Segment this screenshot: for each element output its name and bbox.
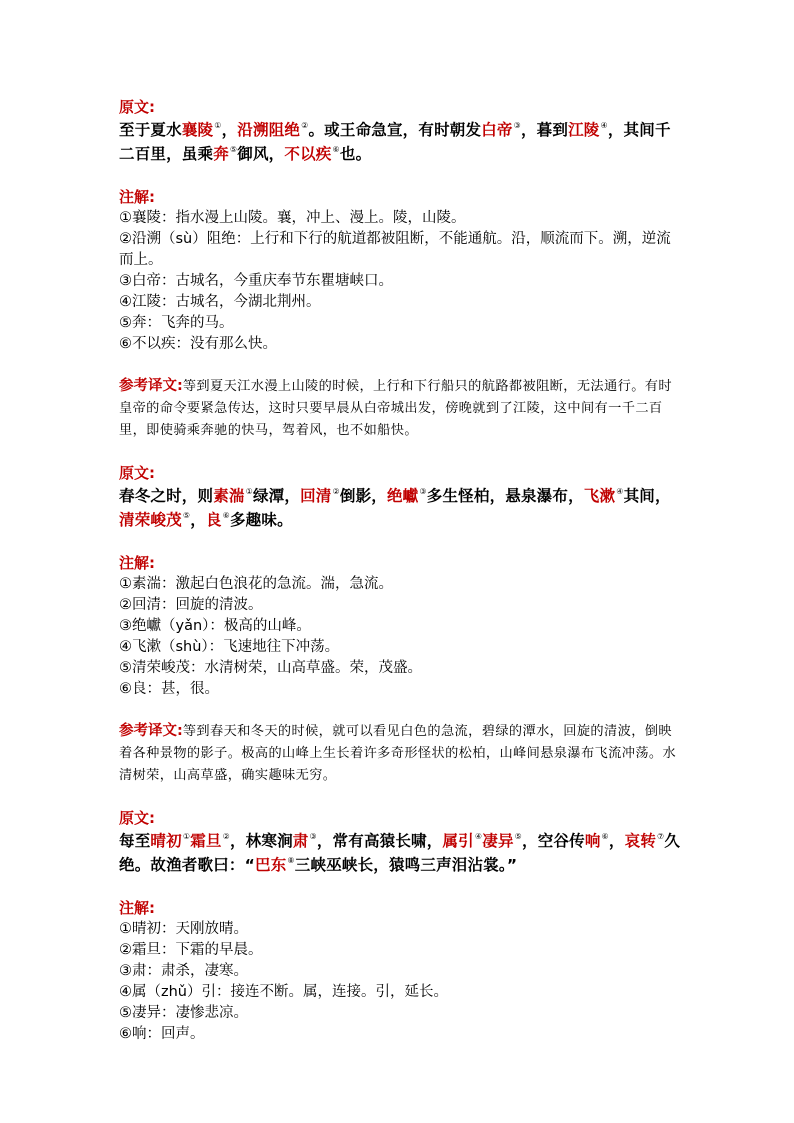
footnote-marker: ⑤ xyxy=(182,511,191,520)
footnote-marker: ⑥ xyxy=(601,832,609,841)
annotated-term: 沿溯阻绝 xyxy=(237,121,301,139)
note-item: ④属（zhǔ）引：接连不断。属，连接。引，延长。 xyxy=(119,984,448,1000)
footnote-marker: ② xyxy=(222,832,230,841)
text-run: 多趣味。 xyxy=(229,511,293,529)
annotated-term: 晴初 xyxy=(150,832,182,850)
text-run: 多生怪柏，悬泉瀑布， xyxy=(426,487,584,505)
note-item: ⑤凄异：凄惨悲凉。 xyxy=(119,1005,248,1021)
text-run: ，其间千二百里，虽乘 xyxy=(119,121,671,163)
text-run: ，林寒涧 xyxy=(229,832,293,850)
annotated-term: 飞漱 xyxy=(583,487,616,505)
annotated-term: 霜旦 xyxy=(190,832,222,850)
footnote-marker: ⑧ xyxy=(287,856,295,865)
note-item: ②霜旦：下霜的早晨。 xyxy=(119,942,263,958)
section-3 xyxy=(119,807,685,1045)
footnote-marker: ② xyxy=(301,121,309,130)
footnote-marker: ⑥ xyxy=(332,145,340,154)
text-run: 其间， xyxy=(623,487,671,505)
text-run: ， xyxy=(190,511,206,529)
note-item: ⑤奔：飞奔的马。 xyxy=(119,315,234,331)
annotated-term: 奔 xyxy=(213,145,229,163)
text-run: 久绝。故渔者歌曰：“ xyxy=(119,832,681,874)
footnote-marker: ③ xyxy=(309,832,317,841)
note-item: ③绝巘（yǎn）：极高的山峰。 xyxy=(119,618,311,634)
footnote-marker: ④ xyxy=(616,487,624,496)
text-run: 三峡巫峡长，猿鸣三声泪沾裳。” xyxy=(294,856,518,874)
text-run: 每至 xyxy=(119,832,151,850)
original-text xyxy=(119,829,685,877)
annotated-term: 清荣峻茂 xyxy=(119,511,182,529)
text-run: ， xyxy=(608,832,625,850)
text-run: ， xyxy=(221,121,238,139)
original-text-heading: 原文: xyxy=(119,98,155,116)
footnote-marker: ① xyxy=(245,487,253,496)
translation-paragraph xyxy=(119,720,685,787)
note-item: ⑥响：回声。 xyxy=(119,1026,205,1042)
annotated-term: 凄异 xyxy=(482,832,514,850)
annotated-term: 哀转 xyxy=(624,832,657,850)
text-run: 绿潭， xyxy=(252,487,301,505)
translation-text: 等到春天和冬天的时候，就可以看见白色的急流，碧绿的潭水，回旋的清波，倒映着各种景物的影子。极高的山峰上生长着许多奇形怪状的松柏，山峰间悬泉瀑布飞流冲荡。水清树荣，山高草盛，确实趣味无穷。 xyxy=(119,724,677,783)
annotated-term: 江陵 xyxy=(568,121,600,139)
text-run: ，常有高猿长啸， xyxy=(316,832,443,850)
annotated-term: 绝巘 xyxy=(386,487,419,505)
annotated-term: 回清 xyxy=(300,487,332,505)
footnote-marker: ① xyxy=(214,121,222,130)
translation-heading: 参考译文: xyxy=(119,723,183,739)
original-text xyxy=(119,484,685,532)
note-item: ①素湍：激起白色浪花的急流。湍，急流。 xyxy=(119,576,393,592)
footnote-marker: ⑥ xyxy=(222,511,230,520)
document-page xyxy=(119,96,685,1045)
text-run: 也。 xyxy=(339,145,372,163)
notes-heading: 注解: xyxy=(119,554,155,572)
annotated-term: 肃 xyxy=(292,832,309,850)
annotated-term: 响 xyxy=(584,832,601,850)
note-item: ③白帝：古城名，今重庆奉节东瞿塘峡口。 xyxy=(119,273,393,289)
section-2 xyxy=(119,462,685,787)
section-1 xyxy=(119,96,685,442)
translation-paragraph xyxy=(119,375,685,442)
note-item: ①襄陵：指水漫上山陵。襄，冲上、漫上。陵，山陵。 xyxy=(119,210,466,226)
notes-heading: 注解: xyxy=(119,188,155,206)
note-item: ②回清：回旋的清波。 xyxy=(119,597,263,613)
footnote-marker: ② xyxy=(332,487,340,496)
footnote-marker: ④ xyxy=(474,832,483,841)
notes-list xyxy=(119,919,685,1045)
annotated-term: 良 xyxy=(205,511,222,529)
note-item: ②沿溯（sù）阻绝：上行和下行的航道都被阻断，不能通航。沿，顺流而下。溯，逆流而上。 xyxy=(119,231,671,268)
translation-heading: 参考译文: xyxy=(119,378,183,394)
footnote-marker: ④ xyxy=(600,121,608,130)
note-item: ④飞漱（shù）：飞速地往下冲荡。 xyxy=(119,639,340,655)
text-run: ，空谷传 xyxy=(522,832,585,850)
text-run: 至于夏水 xyxy=(119,121,182,139)
note-item: ①晴初：天刚放晴。 xyxy=(119,921,248,937)
annotated-term: 襄陵 xyxy=(181,121,214,139)
original-text-heading: 原文: xyxy=(119,809,155,827)
original-text xyxy=(119,118,685,166)
footnote-marker: ⑤ xyxy=(229,145,238,154)
notes-list xyxy=(119,208,685,355)
footnote-marker: ⑦ xyxy=(657,832,665,841)
footnote-marker: ③ xyxy=(513,121,521,130)
text-run: 倒影， xyxy=(339,487,387,505)
footnote-marker: ① xyxy=(182,832,191,841)
annotated-term: 巴东 xyxy=(255,856,287,874)
text-run: 。或王命急宣，有时朝发 xyxy=(308,121,482,139)
footnote-marker: ⑤ xyxy=(514,832,523,841)
footnote-marker: ③ xyxy=(419,487,427,496)
text-run: 御风， xyxy=(237,145,285,163)
note-item: ⑥不以疾：没有那么快。 xyxy=(119,336,277,352)
text-run: 春冬之时，则 xyxy=(119,487,214,505)
annotated-term: 属引 xyxy=(442,832,474,850)
annotated-term: 不以疾 xyxy=(284,145,332,163)
annotated-term: 素湍 xyxy=(213,487,245,505)
annotated-term: 白帝 xyxy=(481,121,513,139)
note-item: ④江陵：古城名，今湖北荆州。 xyxy=(119,294,321,310)
notes-list xyxy=(119,574,685,700)
note-item: ⑤清荣峻茂：水清树荣，山高草盛。荣，茂盛。 xyxy=(119,660,422,676)
text-run: ，暮到 xyxy=(520,121,569,139)
translation-text: 等到夏天江水漫上山陵的时候，上行和下行船只的航路都被阻断，无法通行。有时皇帝的命令要紧急传达，这时只要早晨从白帝城出发，傍晚就到了江陵，这中间有一千二百里，即使骑乘奔驰的快马，驾着风，也不如船快。 xyxy=(119,379,672,438)
note-item: ⑥良：甚，很。 xyxy=(119,681,219,697)
note-item: ③肃：肃杀，凄寒。 xyxy=(119,963,248,979)
original-text-heading: 原文: xyxy=(119,464,155,482)
notes-heading: 注解: xyxy=(119,899,155,917)
